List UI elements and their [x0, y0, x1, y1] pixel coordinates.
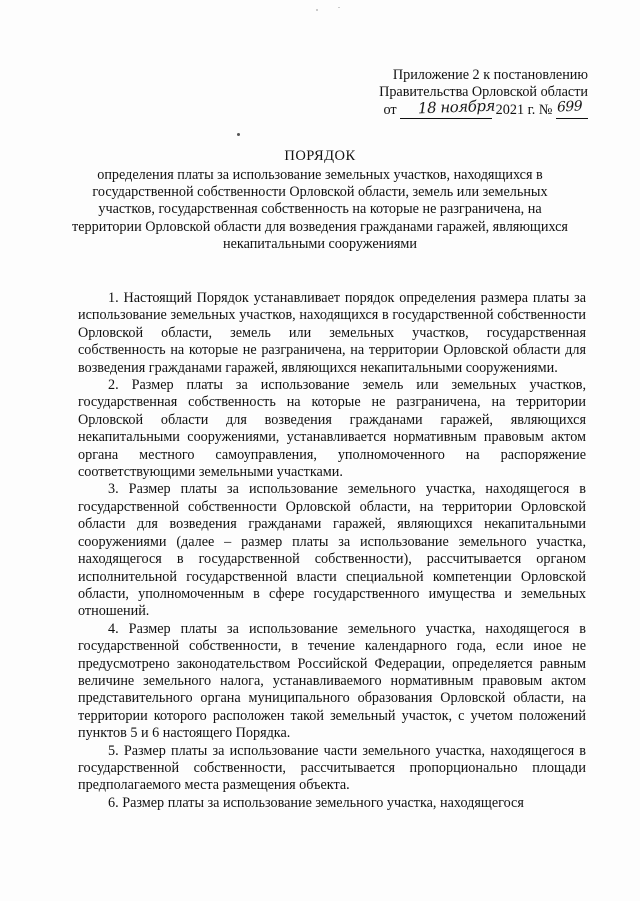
year-number-label: 2021 г. № [495, 102, 553, 118]
appendix-date-row [328, 96, 588, 119]
document-title: ПОРЯДОК [284, 148, 356, 164]
appendix-line-2: Правительства Орловской области [379, 84, 588, 100]
appendix-line-1: Приложение 2 к постановлению [392, 67, 588, 83]
paragraph-1: 1. Настоящий Порядок устанавливает порядок определения размера платы за использование земельных участков, находящихся в государственной собственности Орловской области, земель или земельных участков, государственная собственность на которые не разграничена, на территории Орловской области для возведения гражданами гаражей, являющихся некапитальными сооружениями. [78, 290, 586, 376]
number-field [556, 98, 588, 119]
document-subtitle: определения платы за использование земельных участков, находящихся в государственной собственности Орловской области, земель или земельных участков, государственная собственность на которые не разграничена, на территории Орловской области для возведения гражданами гаражей, являющихся некапитальными сооружениями [72, 167, 568, 252]
date-field [400, 96, 496, 119]
scan-speck [338, 7, 340, 8]
title-block [70, 148, 570, 253]
paragraph-3: 3. Размер платы за использование земельного участка, находящегося в государственной собственности Орловской области, на территории Орловской области для возведения гражданами гаражей, являющихся некапитальными сооружениями (далее – размер платы за использование земельного участка, находящегося в государственной собственности), рассчитывается органом исполнительной государственной власти специальной компетенции Орловской области, уполномоченным в сфере государственного имущества и земельных отношений. [78, 481, 586, 620]
handwritten-number: 699 [556, 98, 583, 116]
paragraph-6: 6. Размер платы за использование земельного участка, находящегося [108, 794, 524, 811]
paragraph-4: 4. Размер платы за использование земельного участка, находящегося в государственной собственности, в течение календарного года, если иное не предусмотрено законодательством Российской Федерации, определяется равным величине земельного налога, устанавливаемого нормативным правовым актом представительного органа муниципального образования Орловской области, на территории которого расположен такой земельный участок, с учетом положений пунктов 5 и 6 настоящего Порядка. [78, 620, 586, 742]
paragraph-5: 5. Размер платы за использование части земельного участка, находящегося в государственной собственности, рассчитывается пропорционально площади предполагаемого места размещения объекта. [78, 742, 586, 794]
scan-speck [237, 133, 240, 136]
handwritten-date: 18 ноября [417, 96, 496, 118]
appendix-header [328, 67, 588, 119]
from-label: от [383, 102, 397, 118]
scan-speck [316, 9, 318, 11]
paragraph-2: 2. Размер платы за использование земель или земельных участков, государственная собственность на которые не разграничена, на территории Орловской области для возведения гражданами гаражей, являющихся некапитальными сооружениями, устанавливается нормативным правовым актом органа местного самоуправления, уполномоченного на распоряжение соответствующими земельными участками. [78, 377, 586, 481]
document-body [78, 290, 586, 812]
